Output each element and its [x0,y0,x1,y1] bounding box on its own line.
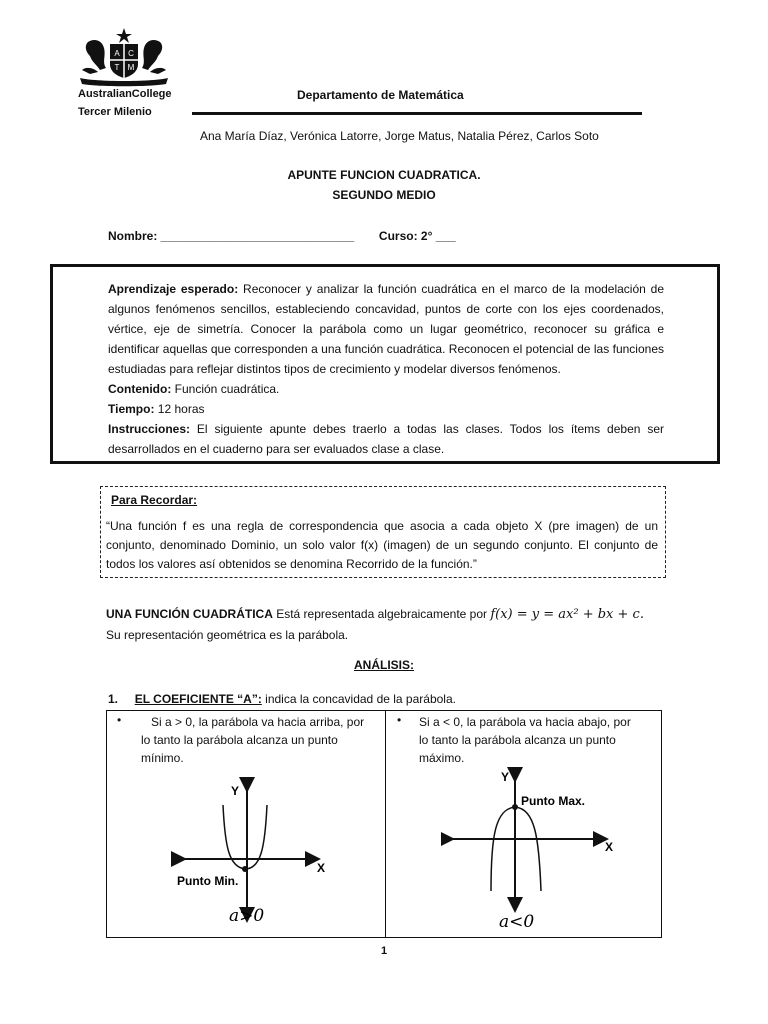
minimum-point [242,866,248,872]
coefficient-item [108,692,456,706]
aprendizaje-label: Aprendizaje esperado: [108,282,239,296]
reminder-quote: “Una función f es una regla de correspondencia que asocia a cada objeto X (pre imagen) de un conjunto, denominado Dominio, un solo valor f(x) (imagen) de un segundo conjunto. El conjunto de todos los valores así obtenidos se denomina Recorrido de la función.” [106,519,658,571]
right-bullet: • [397,713,402,727]
logo-letter-a: A [114,49,120,58]
reminder-box [100,486,666,578]
left-line1: Si a > 0, la parábola va hacia arriba, por [151,715,365,729]
authors: Ana María Díaz, Verónica Latorre, Jorge Matus, Natalia Pérez, Carlos Soto [200,129,599,143]
student-form [108,229,456,243]
minimum-point-label: Punto Min. [177,874,239,888]
tiempo-label: Tiempo: [108,402,155,416]
tiempo-text: 12 horas [154,402,205,416]
right-x-label: X [605,840,614,854]
school-logo [76,26,172,88]
instrucciones-label: Instrucciones: [108,422,191,436]
left-condition: a>0 [229,906,265,926]
right-line2: lo tanto la parábola alcanza un punto [419,733,616,747]
upward-parabola-graph [167,777,367,937]
quadratic-intro [106,604,686,645]
document-subtitle: SEGUNDO MEDIO [332,188,436,202]
left-y-label: Y [231,784,240,798]
instrucciones-paragraph [108,419,664,459]
tiempo-paragraph [108,399,664,419]
left-line2: lo tanto la parábola alcanza un punto [141,733,338,747]
school-name: AustralianCollege [78,88,172,100]
left-x-label: X [317,861,326,875]
analysis-heading: ANÁLISIS: [354,658,414,672]
intro-text: Está representada algebraicamente por [272,607,491,621]
contenido-text: Función cuadrática. [171,382,280,396]
aprendizaje-paragraph [108,279,664,379]
coefficient-label: EL COEFICIENTE “A”: [134,692,262,706]
contenido-paragraph [108,379,664,399]
intro-line2: Su representación geométrica es la parábola. [106,628,349,642]
course-field-label: Curso: 2° ___ [378,229,456,243]
item-number: 1. [108,692,119,706]
right-condition: a<0 [499,912,535,932]
objectives-box [50,264,720,464]
logo-letter-m: M [127,63,135,72]
header-divider [192,112,642,115]
school-subtitle: Tercer Milenio [78,106,152,118]
department-title: Departamento de Matemática [297,88,464,102]
document-title: APUNTE FUNCION CUADRATICA. [287,168,481,182]
right-line3: máximo. [419,751,465,765]
maximum-point [512,804,518,810]
downward-parabola-graph [441,767,651,935]
intro-lead: UNA FUNCIÓN CUADRÁTICA [106,607,273,621]
right-y-label: Y [501,770,510,784]
table-divider [385,711,386,937]
right-line1: Si a < 0, la parábola va hacia abajo, por [419,715,631,729]
quadratic-formula: f(x) = y = ax² + bx + c. [490,607,644,622]
logo-letter-c: C [128,49,134,58]
page-number: 1 [380,945,388,957]
left-line3: mínimo. [141,751,184,765]
maximum-point-label: Punto Max. [521,794,586,808]
logo-letter-t: T [114,63,120,72]
name-field-label: Nombre: _____________________________ [108,229,355,243]
aprendizaje-text: Reconocer y analizar la función cuadrática en el marco de la modelación de algunos fenómenos sencillos, estableciendo concavidad, puntos de corte con los ejes coordenados, vértice, eje de simetría. Conocer la parábola como un lugar geométrico, reconocer su gráfica e identificar aquellas que corresponden a una función cuadrática. Reconocen el potencial de las funciones estudiadas para reflejar distintos tipos de crecimiento y modelar diversos fenómenos. [108,282,665,376]
coefficient-text: indica la concavidad de la parábola. [261,692,456,706]
concavity-table [106,710,662,938]
contenido-label: Contenido: [108,382,172,396]
reminder-header: Para Recordar: [111,493,198,507]
instrucciones-text: El siguiente apunte debes traerlo a todas las clases. Todos los ítems deben ser desarrollados en el cuaderno para ser evaluados clase a clase. [108,422,664,456]
left-bullet: • [117,713,122,727]
